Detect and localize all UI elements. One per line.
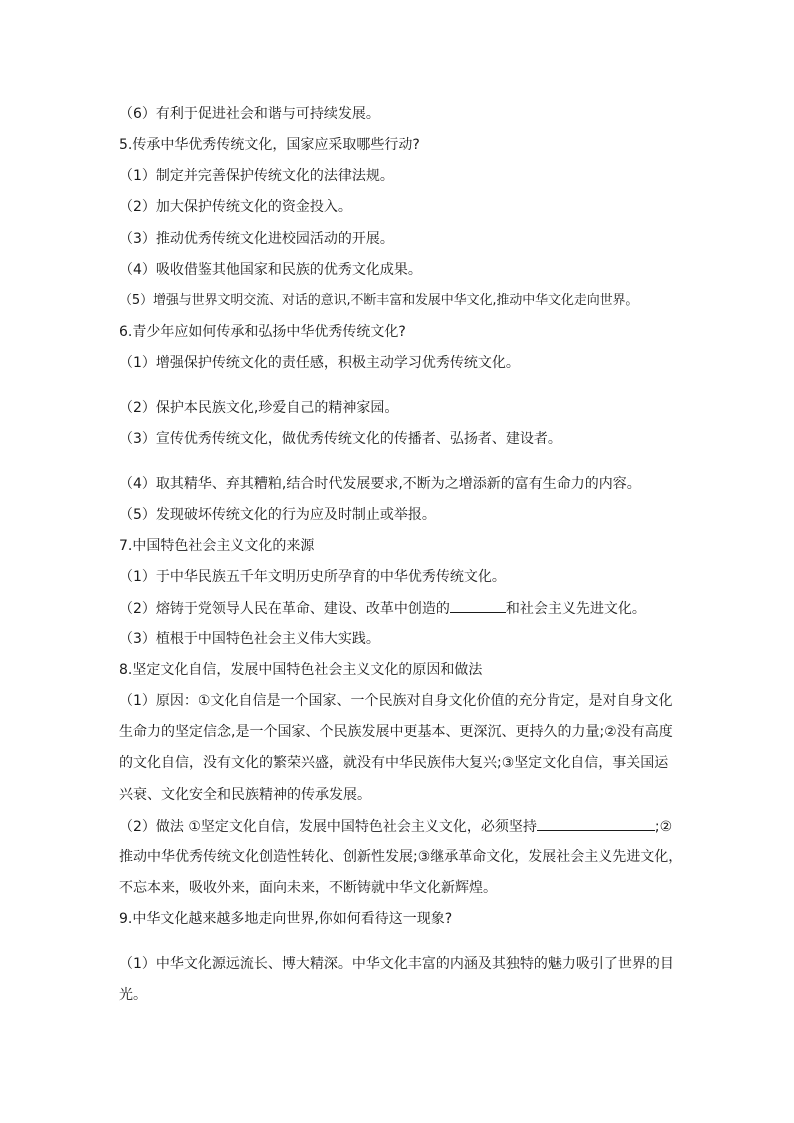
text-line: （6）有利于促进社会和谐与可持续发展。 — [119, 106, 380, 122]
text-line: （4）取其精华、弃其糟粕,结合时代发展要求,不断为之增添新的富有生命力的内容。 — [119, 476, 641, 492]
text-line: （1）中华文化源远流长、博大精深。中华文化丰富的内涵及其独特的魅力吸引了世界的目 — [119, 956, 674, 972]
text-line: 光。 — [119, 987, 147, 1003]
text-line: （4）吸收借鉴其他国家和民族的优秀文化成果。 — [119, 262, 422, 278]
text-line: （5）发现破坏传统文化的行为应及时制止或举报。 — [119, 507, 436, 523]
text-segment: （2）做法 ①坚定文化自信，发展中国特色社会主义文化，必须坚持 — [119, 819, 537, 835]
question-heading-7: 7.中国特色社会主义文化的来源 — [119, 538, 315, 554]
text-segment: （2）熔铸于党领导人民在革命、建设、改革中创造的 — [119, 601, 450, 617]
question-heading-9: 9.中华文化越来越多地走向世界,你如何看待这一现象? — [119, 911, 453, 927]
text-line: （2）加大保护传统文化的资金投入。 — [119, 199, 352, 215]
question-heading-6: 6.青少年应如何传承和弘扬中华优秀传统文化? — [119, 324, 406, 340]
text-segment: ;② — [654, 819, 673, 835]
text-line: 兴衰、文化安全和民族精神的传承发展。 — [119, 787, 371, 803]
question-heading-8: 8.坚定文化自信，发展中国特色社会主义文化的原因和做法 — [119, 662, 483, 678]
text-line: （3）宣传优秀传统文化，做优秀传统文化的传播者、弘扬者、建设者。 — [119, 431, 562, 447]
text-line-with-blank — [119, 598, 689, 619]
text-line: （3）植根于中国特色社会主义伟大实践。 — [119, 631, 380, 647]
fill-in-blank — [450, 598, 506, 613]
text-line-with-blank — [119, 816, 689, 837]
text-line: （3）推动优秀传统文化进校园活动的开展。 — [119, 231, 394, 247]
text-line: 不忘本来，吸收外来，面向未来，不断铸就中华文化新辉煌。 — [119, 880, 497, 896]
text-line: （1）于中华民族五千年文明历史所孕育的中华优秀传统文化。 — [119, 569, 506, 585]
text-line: （2）保护本民族文化,珍爱自己的精神家园。 — [119, 400, 399, 416]
text-line: （1）制定并完善保护传统文化的法律法规。 — [119, 168, 394, 184]
question-heading-5: 5.传承中华优秀传统文化，国家应采取哪些行动? — [119, 137, 420, 153]
text-line: 推动中华优秀传统文化创造性转化、创新性发展;③继承革命文化，发展社会主义先进文化， — [119, 849, 683, 865]
text-line: （1）原因：①文化自信是一个国家、一个民族对自身文化价值的充分肯定，是对自身文化 — [119, 693, 673, 709]
text-line: （1）增强保护传统文化的责任感，积极主动学习优秀传统文化。 — [119, 355, 520, 371]
text-line: （5）增强与世界文明交流、对话的意识,不断丰富和发展中华文化,推动中华文化走向世界。 — [119, 293, 639, 308]
text-segment: 和社会主义先进文化。 — [505, 601, 646, 617]
fill-in-blank — [537, 816, 655, 831]
text-line: 生命力的坚定信念,是一个国家、个民族发展中更基本、更深沉、更持久的力量;②没有高度 — [119, 724, 673, 740]
text-line: 的文化自信，没有文化的繁荣兴盛，就没有中华民族伟大复兴;③坚定文化自信，事关国运 — [119, 755, 669, 771]
